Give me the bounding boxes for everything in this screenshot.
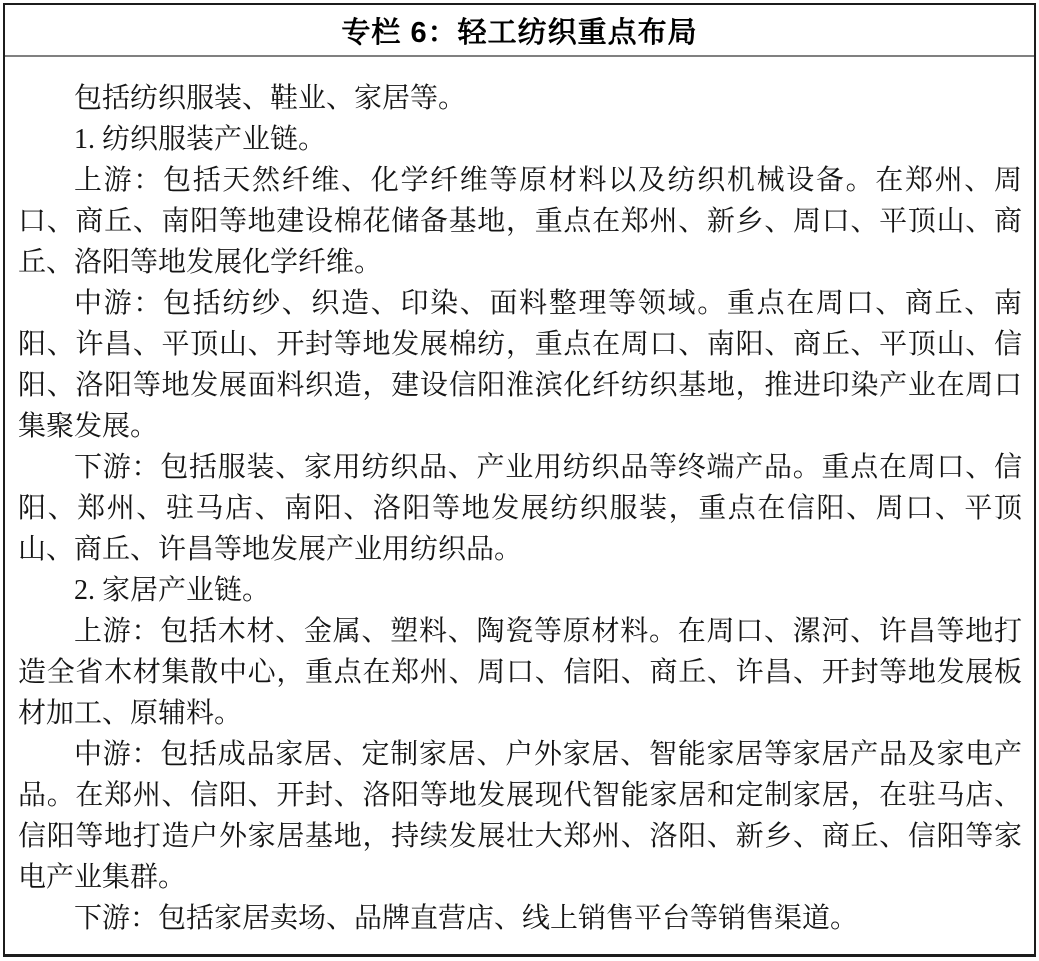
column-title: 专栏 6：轻工纺织重点布局 [5, 5, 1034, 57]
paragraph-textile-downstream: 下游：包括服装、家用纺织品、产业用纺织品等终端产品。重点在周口、信阳、郑州、驻马店、南阳、洛阳等地发展纺织服装，重点在信阳、周口、平顶山、商丘、许昌等地发展产业用纺织品。 [18, 452, 1022, 565]
paragraph-home-upstream: 上游：包括木材、金属、塑料、陶瓷等原材料。在周口、漯河、许昌等地打造全省木材集散中心，重点在郑州、周口、信阳、商丘、许昌、开封等地发展板材加工、原辅料。 [18, 616, 1022, 729]
paragraph-home-midstream: 中游：包括成品家居、定制家居、户外家居、智能家居等家居产品及家电产品。在郑州、信阳、开封、洛阳等地发展现代智能家居和定制家居，在驻马店、信阳等地打造户外家居基地，持续发展壮大郑州、洛阳、新乡、商丘、信阳等家电产业集群。 [18, 739, 1022, 893]
column-body [5, 57, 1034, 939]
paragraph-home-downstream: 下游：包括家居卖场、品牌直营店、线上销售平台等销售渠道。 [74, 903, 859, 934]
paragraph-textile-upstream: 上游：包括天然纤维、化学纤维等原材料以及纺织机械设备。在郑州、周口、商丘、南阳等地建设棉花储备基地，重点在郑州、新乡、周口、平顶山、商丘、洛阳等地发展化学纤维。 [18, 165, 1022, 278]
paragraph-intro: 包括纺织服装、鞋业、家居等。 [74, 83, 467, 114]
paragraph-textile-midstream: 中游：包括纺纱、织造、印染、面料整理等领域。重点在周口、商丘、南阳、许昌、平顶山、开封等地发展棉纺，重点在周口、南阳、商丘、平顶山、信阳、洛阳等地发展面料织造，建设信阳淮滨化纤纺织基地，推进印染产业在周口集聚发展。 [18, 288, 1022, 442]
paragraph-home-chain-heading: 2. 家居产业链。 [74, 575, 271, 606]
column-box [3, 3, 1036, 957]
paragraph-textile-chain-heading: 1. 纺织服装产业链。 [74, 124, 327, 155]
